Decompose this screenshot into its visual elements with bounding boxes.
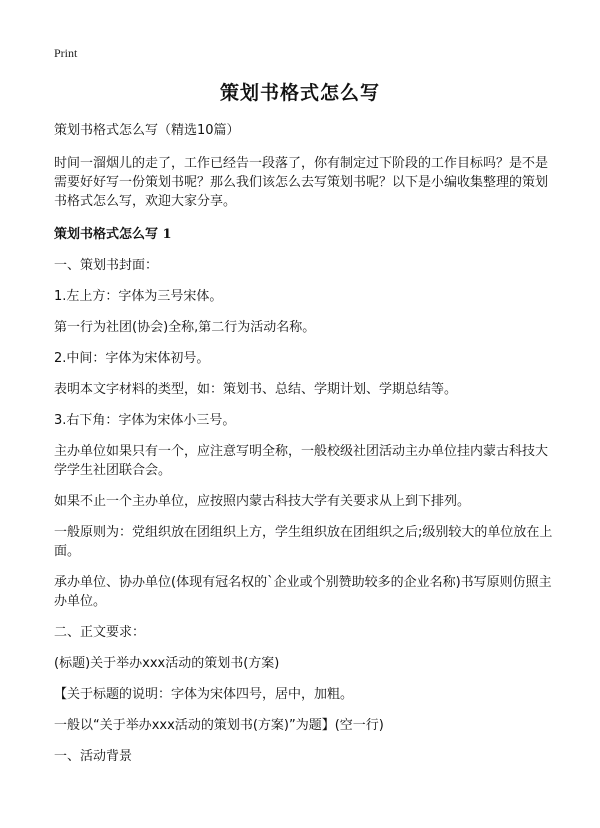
paragraph: 1.左上方：字体为三号宋体。 (54, 289, 223, 304)
paragraph: 第一行为社团(协会)全称,第二行为活动名称。 (54, 320, 316, 335)
page-title: 策划书格式怎么写 (219, 82, 380, 104)
paragraph: 如果不止一个主办单位，应按照内蒙古科技大学有关要求从上到下排列。 (54, 494, 471, 509)
intro-paragraph: 时间一溜烟儿的走了，工作已经告一段落了，你有制定过下阶段的工作目标吗？是不是需要好好写一份策划书呢？那么我们该怎么去写策划书呢？以下是小编收集整理的策划书格式怎么写，欢迎大家分享。 (54, 156, 549, 209)
paragraph: 主办单位如果只有一个，应注意写明全称，一般校级社团活动主办单位挂内蒙古科技大学学生社团联合会。 (54, 444, 549, 478)
document-body (54, 121, 554, 778)
paragraph: 承办单位、协办单位(体现有冠名权的`企业或个别赞助较多的企业名称)书写原则仿照主办单位。 (54, 575, 552, 609)
paragraph: 二、正文要求： (54, 625, 146, 640)
print-link[interactable]: Print (54, 46, 78, 60)
paragraph: 【关于标题的说明：字体为宋体四号，居中，加粗。 (54, 687, 354, 702)
paragraph: 一、策划书封面： (54, 258, 159, 273)
document-subtitle: 策划书格式怎么写（精选10篇） (54, 123, 240, 138)
paragraph: 一般以“关于举办xxx活动的策划书(方案)”为题】(空一行) (54, 718, 384, 733)
paragraph: 2.中间：字体为宋体初号。 (54, 351, 210, 366)
paragraph: 一、活动背景 (54, 749, 133, 764)
paragraph: 3.右下角：字体为宋体小三号。 (54, 413, 236, 428)
paragraph: 表明本文字材料的类型，如：策划书、总结、学期计划、学期总结等。 (54, 382, 458, 397)
paragraph: 一般原则为：党组织放在团组织上方，学生组织放在团组织之后;级别较大的单位放在上面。 (54, 525, 553, 559)
paragraph: (标题)关于举办xxx活动的策划书(方案) (54, 656, 280, 671)
section-heading: 策划书格式怎么写 1 (54, 227, 172, 242)
